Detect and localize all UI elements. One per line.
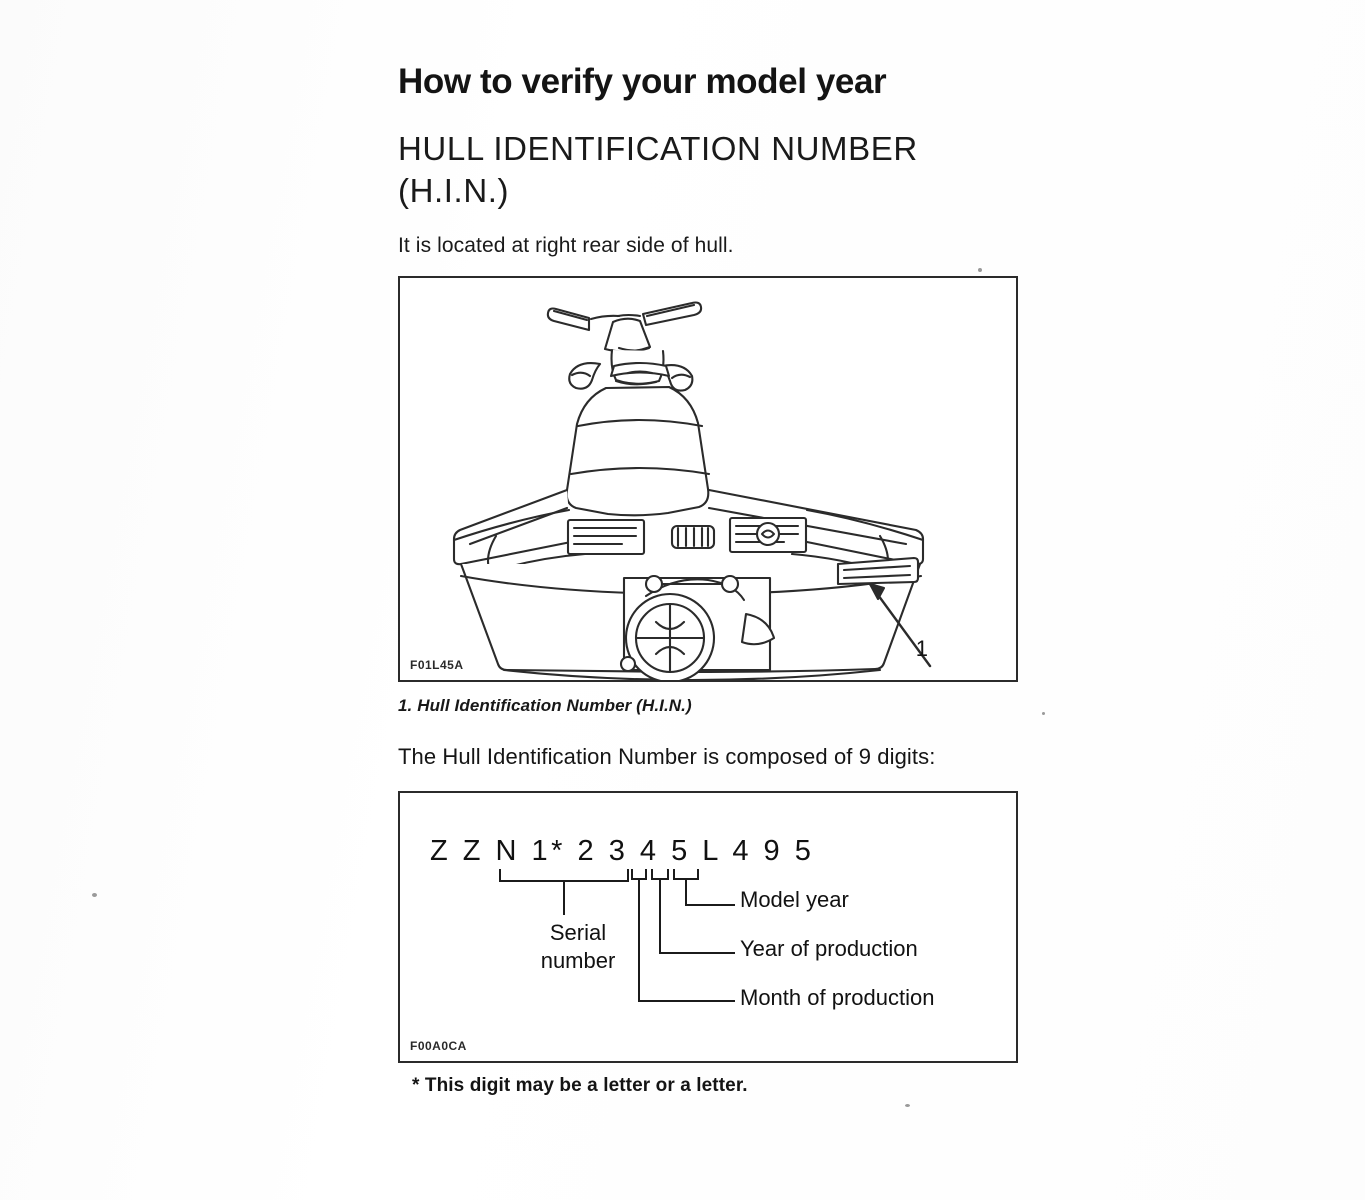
hin-bracket-leaders: [400, 793, 1016, 1061]
body-text: The Hull Identification Number is composed of 9 digits:: [398, 744, 936, 770]
location-text: It is located at right rear side of hull.: [398, 234, 734, 258]
figure-watercraft: [398, 276, 1018, 682]
watercraft-line-drawing: [400, 278, 1016, 680]
label-month-of-production: Month of production: [740, 984, 935, 1010]
label-year-of-production: Year of production: [740, 935, 918, 961]
page-title: How to verify your model year: [398, 62, 887, 101]
section-heading: HULL IDENTIFICATION NUMBER (H.I.N.): [398, 130, 918, 210]
footnote: * This digit may be a letter or a letter.: [412, 1074, 748, 1096]
label-model-year: Model year: [740, 886, 849, 912]
figure1-callout-number: 1: [915, 636, 928, 662]
label-serial-number-line2: number: [540, 948, 616, 974]
scan-speck: [905, 1104, 910, 1107]
figure2-code: F00A0CA: [410, 1038, 467, 1053]
scan-speck: [1042, 712, 1045, 715]
figure1-code: F01L45A: [410, 658, 464, 673]
label-serial-number: [518, 919, 638, 975]
label-serial-number-line1: Serial: [549, 919, 607, 945]
figure1-caption: 1. Hull Identification Number (H.I.N.): [398, 696, 692, 716]
figure-hin-breakdown: [398, 791, 1018, 1063]
document-content: [398, 0, 1038, 1097]
scan-speck: [92, 893, 97, 897]
hin-example: Z Z N 1* 2 3 4 5 L 4 9 5: [430, 834, 815, 867]
